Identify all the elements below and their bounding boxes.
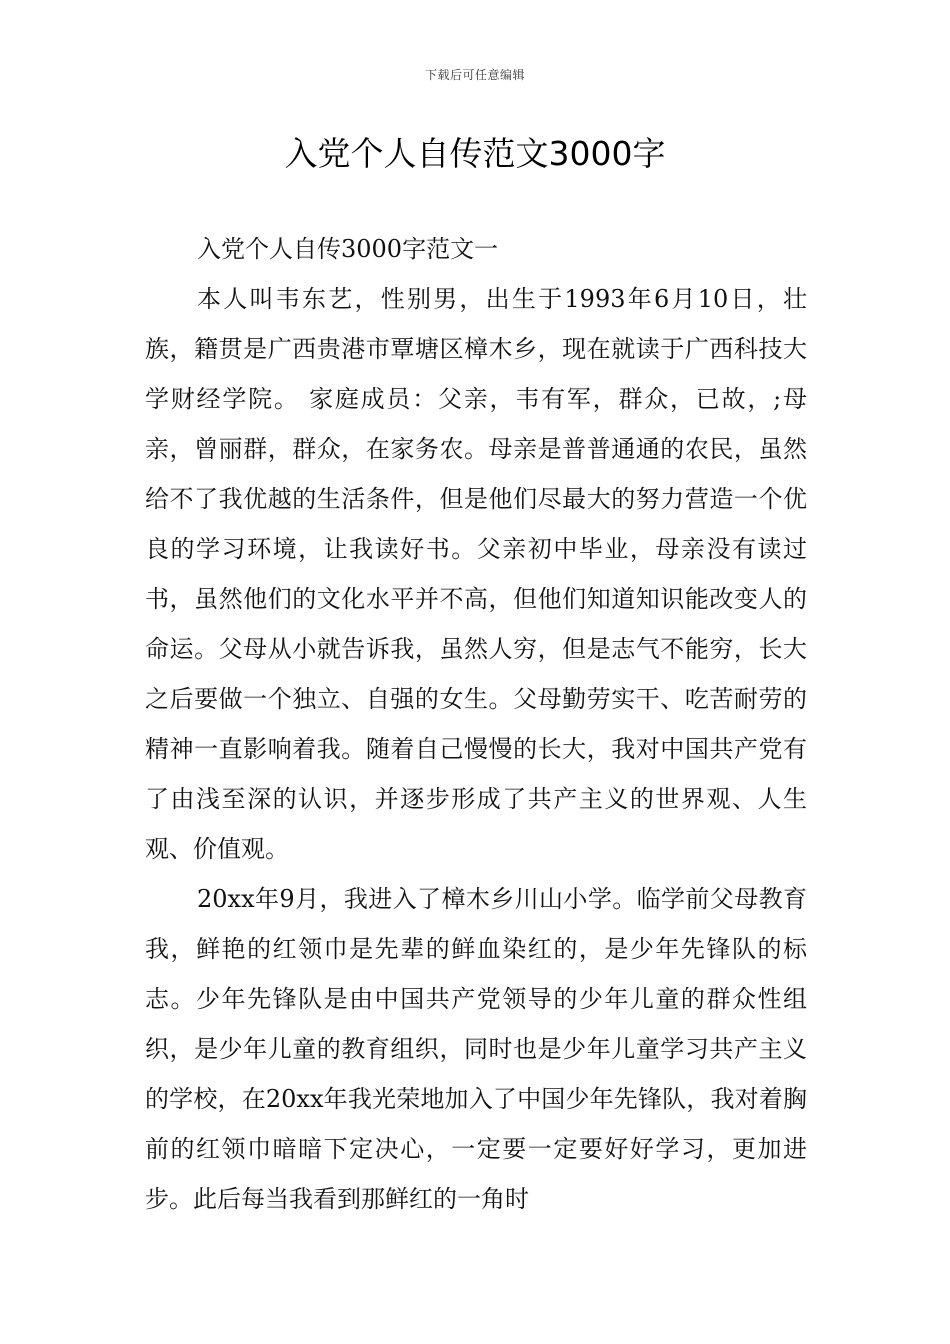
header-note: 下载后可任意编辑 [424, 68, 525, 82]
paragraph-1: 本人叫韦东艺，性别男，出生于1993年6月10日，壮族，籍贯是广西贵港市覃塘区樟木乡，现在就读于广西科技大学财经学院。 家庭成员：父亲，韦有军，群众，已故，;母亲，曾丽群，群众，在家务农。母亲是普普通通的农民，虽然给不了我优越的生活条件，但是他们尽最大的努力营造一个优良的学习环境，让我读好书。父亲初中毕业，母亲没有读过书，虽然他们的文化水平并不高，但他们知道知识能改变人的命运。父母从小就告诉我，虽然人穷，但是志气不能穷，长大之后要做一个独立、自强的女生。父母勤劳实干、吃苦耐劳的精神一直影响着我。随着自己慢慢的长大，我对中国共产党有了由浅至深的认识，并逐步形成了共产主义的世界观、人生观、价值观。 [145, 285, 807, 863]
document-body [145, 224, 807, 1224]
paragraph-2: 20xx年9月，我进入了樟木乡川山小学。临学前父母教育我，鲜艳的红领巾是先辈的鲜血染红的，是少年先锋队的标志。少年先锋队是由中国共产党领导的少年儿童的群众性组织，是少年儿童的教育组织，同时也是少年儿童学习共产主义的学校，在20xx年我光荣地加入了中国少年先锋队，我对着胸前的红领巾暗暗下定决心，一定要一定要好好学习，更加进步。此后每当我看到那鲜红的一角时 [145, 885, 807, 1213]
document-title: 入党个人自传范文3000字 [284, 134, 666, 173]
paragraph-subtitle: 入党个人自传3000字范文一 [197, 235, 499, 263]
